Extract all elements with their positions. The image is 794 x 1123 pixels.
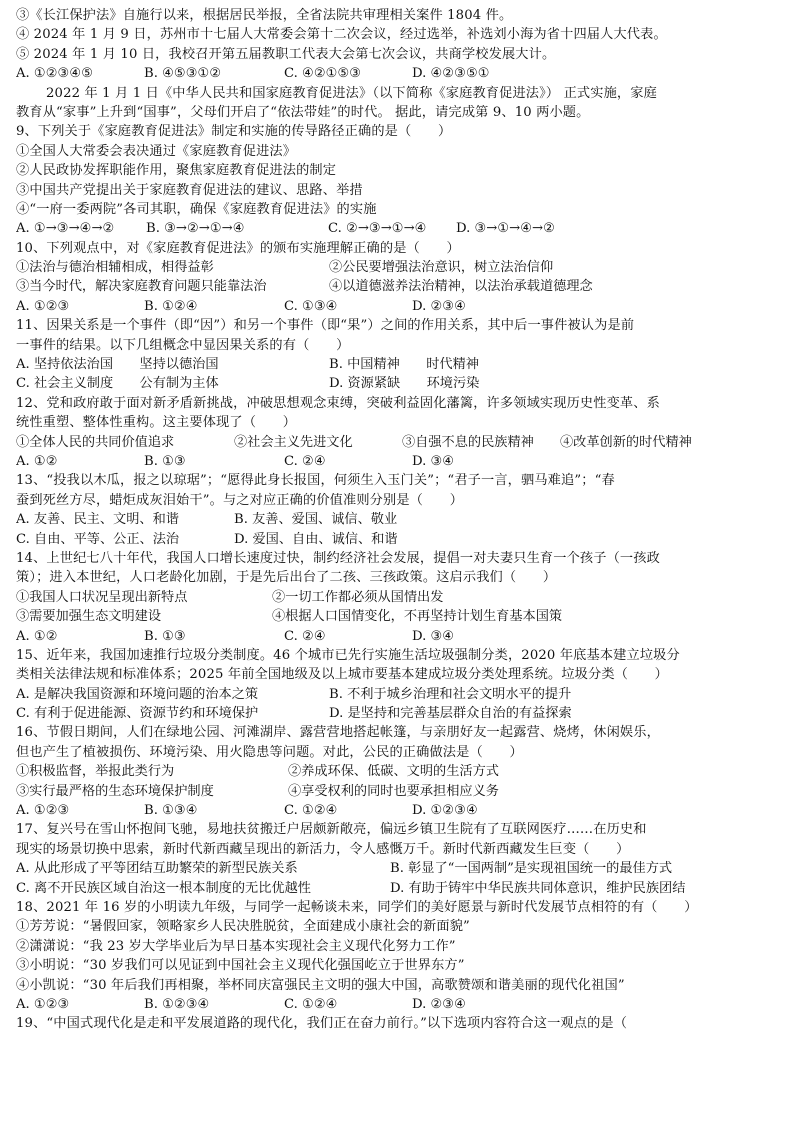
q12-item-2: ②社会主义先进文化 — [234, 434, 353, 450]
q18-options — [16, 995, 780, 1014]
q10-item-4: ④以道德滋养法治精神，以法治承载道德理念 — [329, 279, 593, 295]
question-14-cont: 策）；进入本世纪，人口老龄化加剧，于是先后出台了二孩、三孩政策。这启示我们（ ） — [16, 570, 557, 586]
q15-option-b: B. 不利于城乡治理和社会文明水平的提升 — [329, 686, 572, 702]
question-16: 16、节假日期间，人们在绿地公园、河滩湖岸、露营营地搭起帐篷，与亲朋好友一起露营、烧烤，休闲娱乐， — [16, 725, 660, 741]
q14-option-d: D. ③④ — [412, 628, 455, 644]
q11-option-c: C. 社会主义制度 公有制为主体 — [16, 376, 219, 392]
q13-options-row-1 — [16, 510, 780, 529]
q11-option-b: B. 中国精神 时代精神 — [329, 357, 479, 373]
q9-item-3: ③中国共产党提出关于家庭教育促进法的建议、思路、举措 — [16, 182, 363, 198]
q9-option-b: B. ③→②→①→④ — [146, 221, 245, 237]
q12-option-d: D. ③④ — [412, 453, 455, 469]
q16-item-3: ③实行最严格的生态环境保护制度 — [16, 783, 214, 799]
q16-option-c: C. ①②④ — [284, 803, 338, 819]
q16-option-b: B. ①③④ — [144, 803, 198, 819]
q9-item-1: ①全国人大常委会表决通过《家庭教育促进法》 — [16, 143, 297, 159]
q12-option-c: C. ②④ — [284, 453, 326, 469]
q17-option-b: B. 彰显了“一国两制”是实现祖国统一的最佳方式 — [390, 861, 673, 877]
question-11: 11、因果关系是一个事件（即“因”）和另一个事件（即“果”）之间的作用关系，其中后一事件被认为是前 — [16, 318, 635, 334]
q13-option-b: B. 友善、爱国、诚信、敬业 — [234, 512, 398, 528]
question-10: 10、下列观点中，对《家庭教育促进法》的颁布实施理解正确的是（ ） — [16, 240, 460, 256]
q18-option-d: D. ②③④ — [412, 996, 466, 1012]
q9-item-4: ④“一府一委两院”各司其职，确保《家庭教育促进法》的实施 — [16, 201, 377, 217]
q10-option-d: D. ②③④ — [412, 298, 466, 314]
question-13-cont: 蚕到死丝方尽，蜡炬成灰泪始干”。与之对应正确的价值准则分别是（ ） — [16, 492, 464, 508]
q18-item-2: ②潇潇说：“我 23 岁大学毕业后为早日基本实现社会主义现代化努力工作” — [16, 938, 456, 954]
q14-option-a: A. ①② — [16, 628, 58, 644]
q13-option-c: C. 自由、平等、公正、法治 — [16, 531, 180, 547]
q14-item-3: ③需要加强生态文明建设 — [16, 609, 162, 625]
q14-item-2: ②一切工作都必须从国情出发 — [272, 589, 444, 605]
q8-options — [16, 64, 780, 83]
q15-options-row-1 — [16, 685, 780, 704]
q16-item-1: ①积极监督，举报此类行为 — [16, 764, 175, 780]
q16-option-a: A. ①②③ — [16, 803, 70, 819]
q17-option-a: A. 从此形成了平等团结互助繁荣的新型民族关系 — [16, 861, 298, 877]
q14-option-c: C. ②④ — [284, 628, 326, 644]
question-18: 18、2021 年 16 岁的小明读九年级，与同学一起畅谈未来，同学们的美好愿景与新时代发展节点相符的有（ ） — [16, 899, 698, 915]
q13-options-row-2 — [16, 530, 780, 549]
q17-option-c: C. 离不开民族区域自治这一根本制度的无比优越性 — [16, 880, 311, 896]
question-19: 19、“中国式现代化是走和平发展道路的现代化，我们正在奋力前行。”以下选项内容符合这一观点的是（ — [16, 1016, 628, 1032]
q10-item-1: ①法治与德治相辅相成，相得益彰 — [16, 260, 214, 276]
q8-item-5: ⑤ 2024 年 1 月 10 日，我校召开第五届教职工代表大会第七次会议，共商学校发展大计。 — [16, 46, 556, 62]
question-15: 15、近年来，我国加速推行垃圾分类制度。46 个城市已先行实施生活垃圾强制分类，2020 年底基本建立垃圾分 — [16, 647, 680, 663]
q9-option-a: A. ①→③→④→② — [16, 221, 115, 237]
q8-option-a: A. ①②③④⑤ — [16, 66, 94, 82]
q15-options-row-2 — [16, 704, 780, 723]
q16-items-row-1 — [16, 762, 780, 781]
q16-items-row-2 — [16, 782, 780, 801]
q18-item-4: ④小凯说：“30 年后我们再相聚，举杯同庆富强民主文明的强大中国，高歌赞颂和谐美丽的现代化祖国” — [16, 977, 625, 993]
q8-item-4: ④ 2024 年 1 月 9 日，苏州市十七届人大常委会第十二次会议，经过选举，补选刘小海为省十四届人大代表。 — [16, 27, 667, 43]
passage-intro-cont: 教育从“家事”上升到“国事”，父母们开启了“依法带娃”的时代。 据此，请完成第 9、10 两小题。 — [16, 104, 590, 120]
q9-item-2: ②人民政协发挥职能作用，聚焦家庭教育促进法的制定 — [16, 163, 337, 179]
q8-option-b: B. ④⑤③①② — [144, 66, 222, 82]
question-16-cont: 但也产生了植被损伤、环境污染、用火隐患等问题。对此，公民的正确做法是（ ） — [16, 744, 523, 760]
q11-options-row-2 — [16, 374, 780, 393]
question-12-cont: 统性重塑、整体性重构。这主要体现了（ ） — [16, 415, 297, 431]
q14-option-b: B. ①③ — [144, 628, 186, 644]
q15-option-a: A. 是解决我国资源和环境问题的治本之策 — [16, 686, 259, 702]
q15-option-c: C. 有利于促进能源、资源节约和环境保护 — [16, 706, 259, 722]
q10-option-b: B. ①②④ — [144, 298, 198, 314]
q17-option-d: D. 有助于铸牢中华民族共同体意识，维护民族团结 — [390, 880, 686, 896]
q10-option-c: C. ①③④ — [284, 298, 338, 314]
q12-options — [16, 452, 780, 471]
q18-item-1: ①芳芳说：“暑假回家，领略家乡人民决胜脱贫，全面建成小康社会的新面貌” — [16, 919, 470, 935]
q17-options-row-1 — [16, 859, 780, 878]
question-13: 13、“投我以木瓜，报之以琼琚”；“愿得此身长报国，何须生入玉门关”；“君子一言，驷马难追”；“春 — [16, 473, 615, 489]
question-15-cont: 类相关法律法规和标准体系；2025 年前全国地级及以上城市要基本建成垃圾分类处理系统。垃圾分类（ ） — [16, 667, 669, 683]
q14-item-4: ④根据人口国情变化，不再坚持计划生育基本国策 — [272, 609, 563, 625]
question-11-cont: 一事件的结果。以下几组概念中显因果关系的有（ ） — [16, 337, 350, 353]
q12-option-a: A. ①② — [16, 453, 58, 469]
passage-intro: 2022 年 1 月 1 日《中华人民共和国家庭教育促进法》（以下简称《家庭教育促进法》） 正式实施，家庭 — [46, 85, 657, 101]
question-9: 9、下列关于《家庭教育促进法》制定和实施的传导路径正确的是（ ） — [16, 124, 452, 140]
q9-options — [16, 219, 780, 238]
q18-item-3: ③小明说：“30 岁我们可以见证到中国社会主义现代化强国屹立于世界东方” — [16, 958, 465, 974]
q12-items — [16, 433, 780, 452]
q13-option-d: D. 爱国、自由、诚信、和谐 — [234, 531, 398, 547]
q11-option-d: D. 资源紧缺 环境污染 — [329, 376, 480, 392]
q14-items-row-2 — [16, 607, 780, 626]
q13-option-a: A. 友善、民主、文明、和谐 — [16, 512, 179, 528]
q12-item-3: ③自强不息的民族精神 — [402, 434, 534, 450]
q14-item-1: ①我国人口状况呈现出新特点 — [16, 589, 188, 605]
q8-item-3: ③《长江保护法》自施行以来，根据居民举报，全省法院共审理相关案件 1804 件。 — [16, 8, 513, 23]
q9-option-c: C. ②→③→①→④ — [328, 221, 427, 237]
q16-options — [16, 801, 780, 820]
q18-option-c: C. ①②④ — [284, 996, 338, 1012]
q10-item-3: ③当今时代，解决家庭教育问题只能靠法治 — [16, 279, 267, 295]
question-17-cont: 现实的场景切换中思索，新时代新西藏呈现出的新活力，令人感慨万千。新时代新西藏发生巨变（ ） — [16, 841, 630, 857]
q8-option-d: D. ④②③⑤① — [412, 66, 490, 82]
q10-item-2: ②公民要增强法治意识，树立法治信仰 — [329, 260, 554, 276]
q14-options — [16, 627, 780, 646]
q17-options-row-2 — [16, 879, 780, 898]
q11-options-row-1 — [16, 355, 780, 374]
q18-option-a: A. ①②③ — [16, 996, 70, 1012]
question-12: 12、党和政府敢于面对新矛盾新挑战，冲破思想观念束缚，突破利益固化藩篱，许多领域实现历史性变革、系 — [16, 395, 660, 411]
q12-item-4: ④改革创新的时代精神 — [560, 434, 692, 450]
q11-option-a: A. 坚持依法治国 坚持以德治国 — [16, 357, 219, 373]
q12-option-b: B. ①③ — [144, 453, 186, 469]
q18-option-b: B. ①②③④ — [144, 996, 210, 1012]
q16-option-d: D. ①②③④ — [412, 803, 478, 819]
q10-options — [16, 297, 780, 316]
q10-items-row-2 — [16, 277, 780, 296]
q15-option-d: D. 是坚持和完善基层群众自治的有益探索 — [329, 706, 572, 722]
q8-option-c: C. ④②①⑤③ — [284, 66, 362, 82]
q16-item-2: ②养成环保、低碳、文明的生活方式 — [288, 764, 499, 780]
q12-item-1: ①全体人民的共同价值追求 — [16, 434, 175, 450]
question-14: 14、上世纪七八十年代，我国人口增长速度过快，制约经济社会发展，提倡一对夫妻只生育一个孩子（一孩政 — [16, 550, 660, 566]
q10-option-a: A. ①②③ — [16, 298, 70, 314]
question-17: 17、复兴号在雪山怀抱间飞驰，易地扶贫搬迁户居颇新敞亮，偏远乡镇卫生院有了互联网医疗……在历史和 — [16, 822, 647, 838]
q14-items-row-1 — [16, 588, 780, 607]
q10-items-row-1 — [16, 258, 780, 277]
q9-option-d: D. ③→①→④→② — [456, 221, 555, 237]
q16-item-4: ④享受权利的同时也要承担相应义务 — [288, 783, 499, 799]
